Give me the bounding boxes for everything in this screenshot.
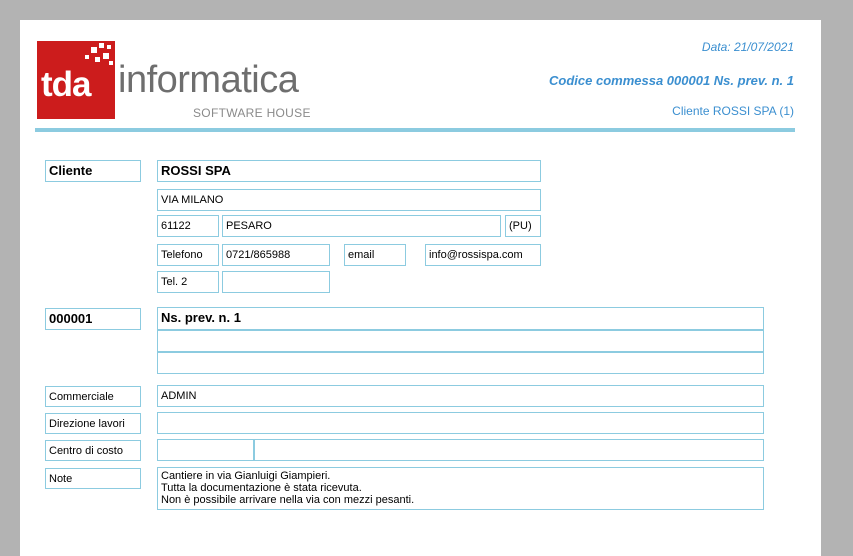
- client-phone: 0721/865988: [222, 244, 330, 266]
- header-client: Cliente ROSSI SPA (1): [672, 104, 794, 118]
- note-line: Cantiere in via Gianluigi Giampieri.: [161, 470, 331, 482]
- commercial-label: Commerciale: [45, 386, 141, 407]
- email-label: email: [344, 244, 406, 266]
- client-province: (PU): [505, 215, 541, 237]
- job-code: 000001: [45, 308, 141, 330]
- header-date: Data: 21/07/2021: [701, 40, 794, 54]
- commercial-value: ADMIN: [157, 385, 764, 407]
- notes-value: [157, 467, 764, 510]
- logo-tagline: SOFTWARE HOUSE: [193, 106, 311, 120]
- company-logo: [37, 41, 312, 119]
- client-name: ROSSI SPA: [157, 160, 541, 182]
- client-city: PESARO: [222, 215, 501, 237]
- client-cap: 61122: [157, 215, 219, 237]
- note-line: Non è possibile arrivare nella via con mezzi pesanti.: [161, 494, 415, 506]
- header-title: Codice commessa 000001 Ns. prev. n. 1: [549, 73, 794, 88]
- job-line-2: [157, 330, 764, 352]
- document-page: [20, 20, 821, 556]
- logo-brand: tda: [41, 65, 91, 104]
- works-label: Direzione lavori: [45, 413, 141, 434]
- cost-center-label: Centro di costo: [45, 440, 141, 461]
- client-tel2: [222, 271, 330, 293]
- notes-label: Note: [45, 468, 141, 489]
- client-label: Cliente: [45, 160, 141, 182]
- logo-red-square: [37, 41, 115, 119]
- client-email: info@rossispa.com: [425, 244, 541, 266]
- note-line: Tutta la documentazione è stata ricevuta.: [161, 482, 362, 494]
- phone-label: Telefono: [157, 244, 219, 266]
- job-description: Ns. prev. n. 1: [157, 307, 764, 330]
- tel2-label: Tel. 2: [157, 271, 219, 293]
- works-value: [157, 412, 764, 434]
- cost-center-desc: [254, 439, 764, 461]
- cost-center-code: [157, 439, 254, 461]
- job-line-3: [157, 352, 764, 374]
- logo-name: informatica: [118, 59, 299, 101]
- client-address: VIA MILANO: [157, 189, 541, 211]
- header-divider: [35, 128, 795, 132]
